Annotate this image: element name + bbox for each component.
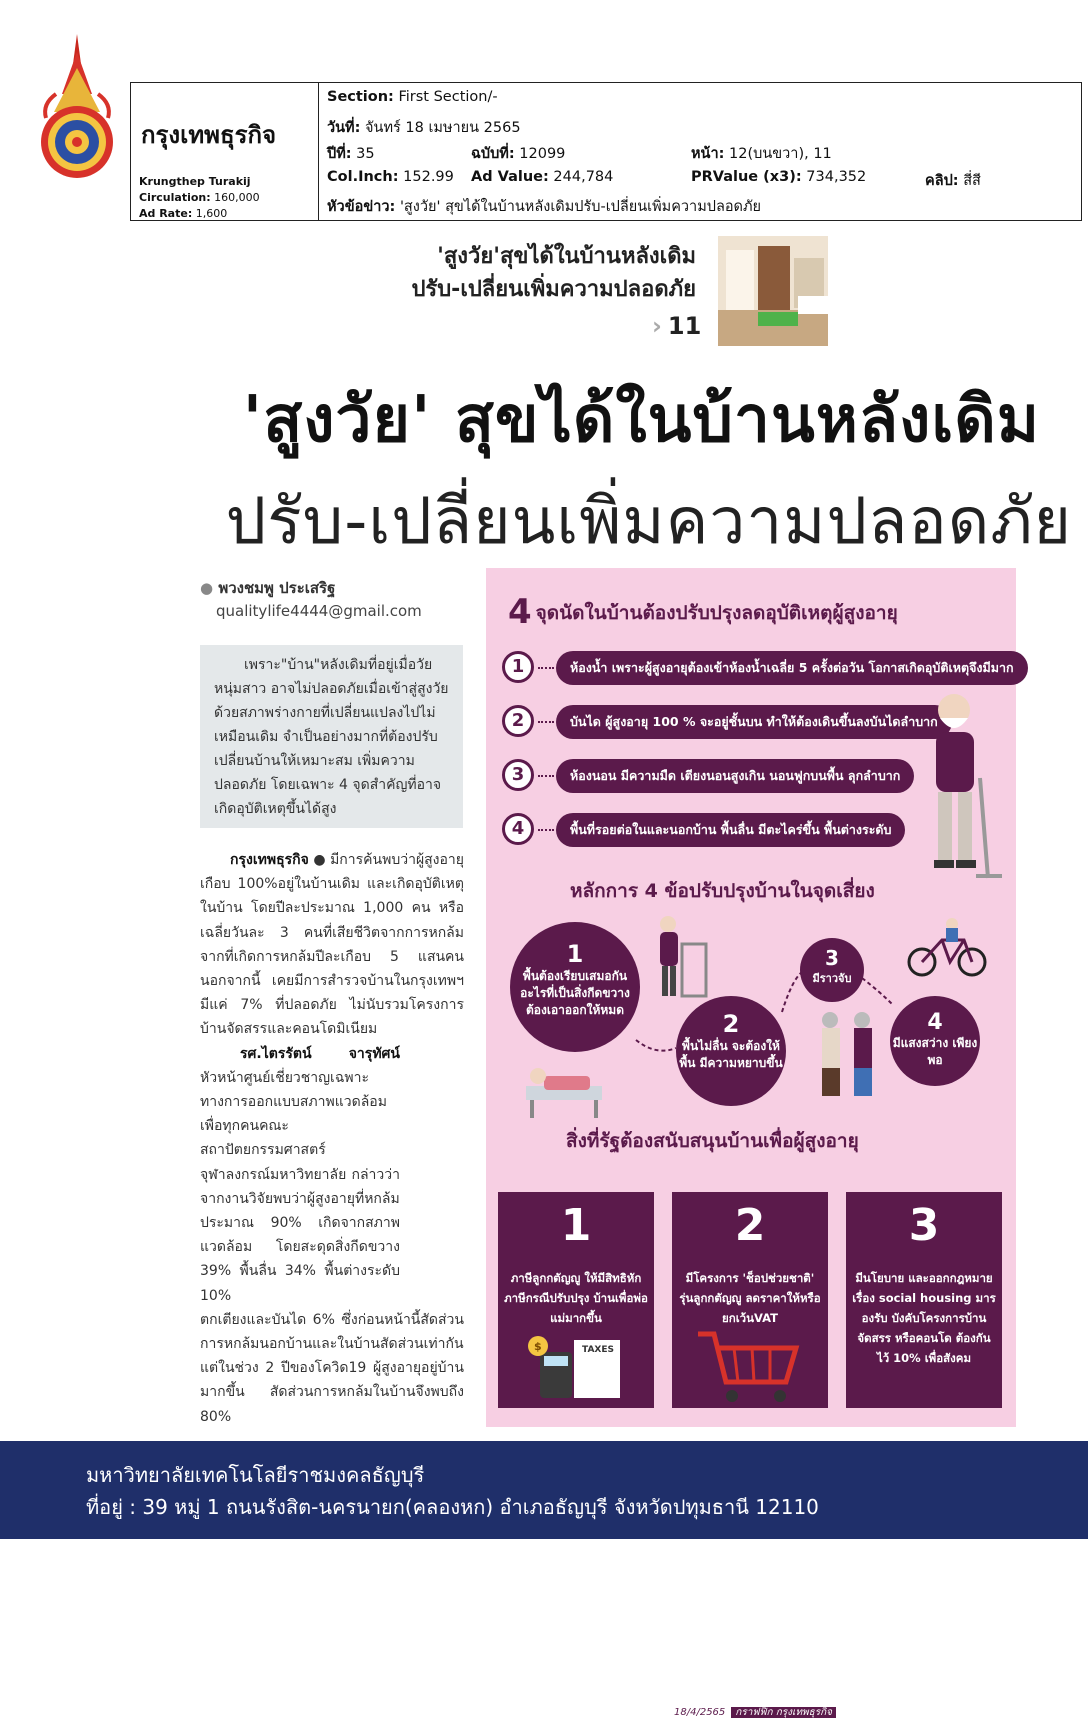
intro-box: เพราะ"บ้าน"หลังเดิมที่อยู่เมื่อวัยหนุ่มสาว อาจไม่ปลอดภัยเมื่อเข้าสู่สูงวัย ด้วยสภาพร่างกายที่เปลี่ยนแปลงไปไม่เหมือนเดิม จำเป็นอย่างมากที่ต้องปรับ เปลี่ยนบ้านให้เหมาะสม เพิ่มความปลอดภัย โดยเฉพาะ 4 จุดสำคัญที่อาจเกิดอุบัติเหตุขึ้นได้สูง	[200, 645, 463, 828]
support-title: สิ่งที่รัฐต้องสนับสนุนบ้านเพื่อผู้สูงอายุ	[566, 1130, 859, 1152]
clipping-header	[130, 82, 1082, 221]
footer-university: มหาวิทยาลัยเทคโนโลยีราชมงคลธัญบุรี	[86, 1463, 425, 1487]
circulation: Circulation: 160,000	[139, 191, 260, 204]
graphic-credit: 18/4/2565 กราฟฟิก กรุงเทพธุรกิจ	[674, 1705, 836, 1720]
elderly-man-illustration	[906, 688, 1006, 888]
principle-4: 4 มีแสงสว่าง เพียงพอ	[890, 996, 980, 1086]
byline	[200, 576, 335, 600]
support-item-1: 1 ภาษีลูกกตัญญู ให้มีสิทธิหักภาษีกรณีปรับปรุง บ้านเพื่อพ่อแม่มากขึ้น TAXES $	[498, 1192, 654, 1408]
principle-3: 3 มีราวจับ	[800, 938, 864, 1002]
support-item-3: 3 มีนโยบาย และออกกฎหมายเรื่อง social housing มารองรับ บังคับโครงการบ้านจัดสรร หรือคอนโด ต้องกันไว้ 10% เพื่อสังคม	[846, 1192, 1002, 1408]
footer-address: ที่อยู่ : 39 หมู่ 1 ถนนรังสิต-นครนายก(คลองหก) อำเภอธัญบุรี จังหวัดปทุมธานี 12110	[86, 1495, 819, 1519]
principle-2: 2 พื้นไม่ลื่น จะต้องให้พื้น มีความหยาบขึ้น	[676, 996, 786, 1106]
publication-name: กรุงเทพธุรกิจ	[141, 121, 277, 149]
bullet-icon: ●	[200, 579, 219, 597]
teaser-line-2: ปรับ-เปลี่ยนเพิ่มความปลอดภัย	[411, 277, 696, 302]
meta-row-date: วันที่: จันทร์ 18 เมษายน 2565	[327, 119, 521, 136]
infographic: 4 จุดนัดในบ้านต้องปรับปรุงลดอุบัติเหตุผู้สูงอายุ 1 ห้องน้ำ เพราะผู้สูงอายุต้องเข้าห้องน้ำเฉลี่ย 5 ครั้งต่อวัน โอกาสเกิดอุบัติเหตุจึงมีมาก 2 บันได ผู้สูงอายุ 100 % จะอยู่ชั้นบน ทำให้ต้องเดินขึ้นลงบันไดลำบาก 3 ห้องนอน มีความมืด เตียงนอนสูงเกิน นอนฟูกบนพื้น ลุกลำบาก 4 พื้นที่รอยต่อในและนอกบ้าน พื้นลื่น มีตะไคร่ขึ้น พื้นต่างระดับ หลักการ 4 ข้อปรับปรุงบ้านในจุดเสี่ยง 1 พื้นต้องเรียบเสมอกัน อะไรที่เป็นสิ่งกีดขวาง ต้องเอาออกให้หมด 2 พื้นไม่ลื่น จะต้องให้พื้น มีความหยาบขึ้น 3 มีราวจับ 4 มีแสงสว่าง เพียงพอ สิ่งที่รัฐต้องสนับสนุนบ้านเพื่อผู้สูงอายุ 1 ภาษีลูกกตัญญู ให้มีสิทธิหักภาษีกรณีปรับปรุง บ้านเพื่อพ่อแม่มากขึ้น TAXES $ 2 มีโครงการ 'ช็อปช่วยชาติ' รุ่นลูกกตัญญู ลดราคาให้หรือยกเว้นVAT 3 มีนโยบาย และออกกฎหมายเรื่อง social housing มารองรับ บังคับโครงการบ้านจัดสรร หรือคอนโด ต้องกันไว้ 10% เพื่อสังคม 18/4/2565 กราฟฟิก กรุงเทพธุรกิจ	[486, 568, 1016, 1427]
body-lead: กรุงเทพธุรกิจ	[230, 852, 309, 868]
room-photo	[718, 236, 828, 346]
publication-box	[131, 83, 319, 220]
body-paragraph-2: รศ.ไตรรัตน์ จารุทัศน์ หัวหน้าศูนย์เชี่ยวชาญเฉพาะทางการออกแบบสภาพแวดล้อมเพื่อทุกคนคณะสถาปัตยกรรมศาสตร์ จุฬาลงกรณ์มหาวิทยาลัย กล่าวว่า จากงานวิจัยพบว่าผู้สูงอายุที่หกล้มประมาณ 90% เกิดจากสภาพแวดล้อม โดยสะดุดสิ่งกีดขวาง 39% พื้นลื่น 34% พื้นต่างระดับ 10% ตกเตียงและบันได 6% ซึ่งก่อนหน้านี้สัดส่วนการหกล้มนอกบ้านและในบ้านสัดส่วนเท่ากัน แต่ในช่วง 2 ปีของโควิด19 ผู้สูงอายุอยู่บ้านมากขึ้น สัดส่วนการหกล้มในบ้านจึงพบถึง 80%	[200, 1045, 464, 1425]
publication-english-name: Krungthep Turakij	[139, 175, 251, 188]
infographic-title: 4 จุดนัดในบ้านต้องปรับปรุงลดอุบัติเหตุผู้สูงอายุ	[508, 592, 898, 632]
headline-line-2: ปรับ-เปลี่ยนเพิ่มความปลอดภัย	[225, 485, 1072, 559]
teaser-page-ref: › 11	[652, 312, 702, 340]
author-email: qualitylife4444@gmail.com	[216, 602, 422, 620]
taxes-label: TAXES	[582, 1345, 614, 1355]
elderly-couple-illustration	[812, 1010, 882, 1100]
bed-patient-illustration	[524, 1052, 604, 1122]
meta-row-headline: หัวข้อข่าว: 'สูงวัย' สุขได้ในบ้านหลังเดิมปรับ-เปลี่ยนเพิ่มความปลอดภัย	[327, 199, 762, 215]
principles-title: หลักการ 4 ข้อปรับปรุงบ้านในจุดเสี่ยง	[570, 880, 875, 902]
meta-row-values: Col.Inch: 152.99 Ad Value: 244,784 PRValue (x3): 734,352 คลิป: สี่สี	[327, 168, 981, 189]
clipping-meta	[327, 89, 1075, 222]
headline-line-1: 'สูงวัย' สุขได้ในบ้านหลังเดิม	[242, 383, 1040, 457]
svg-text:$: $	[534, 1340, 542, 1353]
body-paragraph-1: กรุงเทพธุรกิจ ● มีการค้นพบว่าผู้สูงอายุเกือบ 100%อยู่ในบ้านเดิม และเกิดอุบัติเหตุในบ้าน โดยปีละประมาณ 1,000 คน หรือเฉลี่ยวันละ 3 คนที่เสียชีวิตจากการหกล้ม จากที่เกิดการหกล้มปีละเกือบ 5 แสนคน นอกจากนี้ เคยมีการสำรวจบ้านในกรุงเทพฯมีแค่ 7% ที่ปลอดภัย ไม่นับรวมโครงการบ้านจัดสรรและคอนโดมิเนียม	[200, 852, 464, 1038]
support-item-2: 2 มีโครงการ 'ช็อปช่วยชาติ' รุ่นลูกกตัญญู ลดราคาให้หรือยกเว้นVAT	[672, 1192, 828, 1408]
article-body	[200, 848, 464, 1429]
tax-calculator-illustration	[526, 1334, 626, 1404]
chevron-right-icon: ›	[652, 312, 662, 340]
ad-rate: Ad Rate: 1,600	[139, 207, 228, 220]
principle-1: 1 พื้นต้องเรียบเสมอกัน อะไรที่เป็นสิ่งกีดขวาง ต้องเอาออกให้หมด	[510, 922, 640, 1052]
footer-bar	[0, 1441, 1088, 1539]
meta-row-issue: ปีที่: 35 ฉบับที่: 12099 หน้า: 12(บนขวา), 11	[327, 146, 832, 162]
teaser-line-1: 'สูงวัย'สุขได้ในบ้านหลังเดิม	[437, 244, 696, 269]
university-logo	[34, 34, 120, 184]
bicycle-illustration	[906, 918, 990, 978]
meta-row-section: Section: First Section/-	[327, 89, 498, 105]
body-lead-2: รศ.ไตรรัตน์ จารุทัศน์	[240, 1045, 400, 1062]
walker-illustration	[646, 914, 710, 1000]
author-name: พวงชมพู ประเสริฐ	[218, 579, 336, 597]
shopping-cart-icon	[694, 1328, 804, 1406]
teaser-title	[296, 240, 696, 306]
